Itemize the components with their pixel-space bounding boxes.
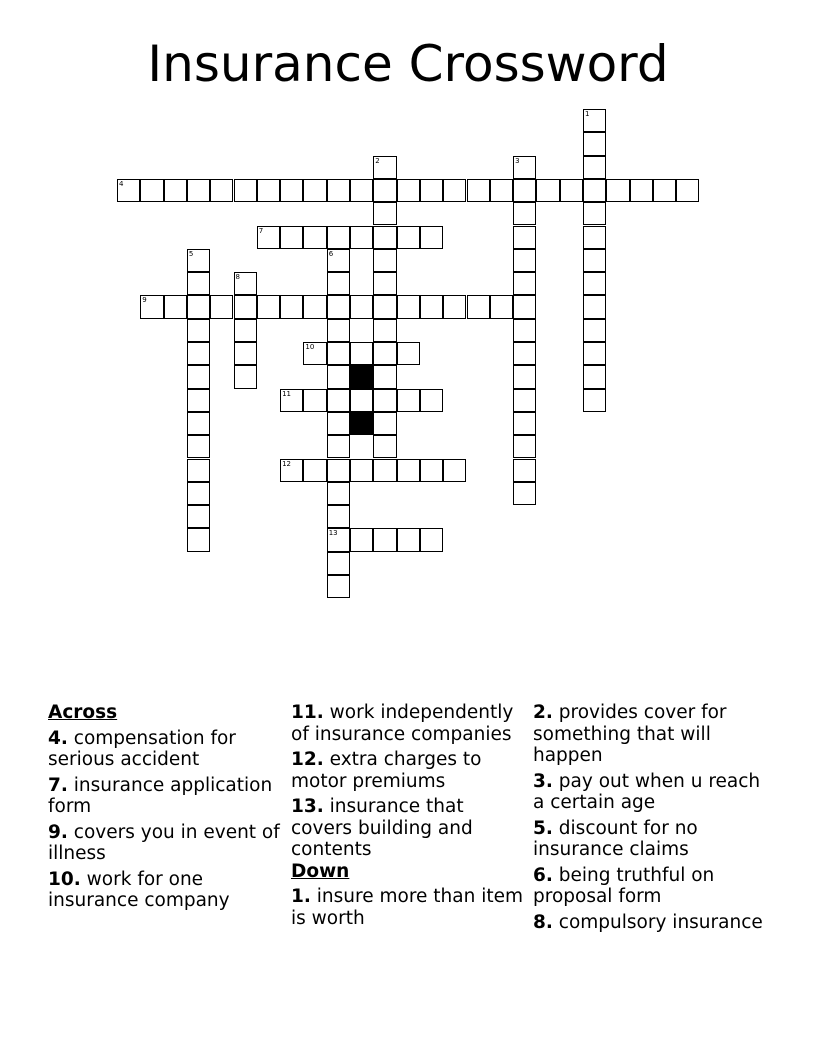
grid-cell[interactable] [443,179,466,202]
grid-cell[interactable] [373,272,396,295]
grid-cell[interactable] [583,319,606,342]
grid-cell[interactable] [630,179,653,202]
grid-cell[interactable] [187,459,210,482]
grid-cell[interactable] [373,249,396,272]
clue-across-7: 7. insurance application form [48,774,273,817]
grid-cell[interactable] [420,295,443,318]
grid-cell[interactable] [653,179,676,202]
grid-cell[interactable] [327,412,350,435]
grid-cell[interactable] [443,459,466,482]
clue-across-10: 10. work for one insurance company [48,868,230,911]
clue-number-10: 10 [305,343,315,351]
grid-cell[interactable] [327,459,350,482]
grid-cell[interactable] [303,179,326,202]
grid-cell[interactable] [373,528,396,551]
clue-column-2 [291,702,523,933]
grid-cell[interactable] [210,295,233,318]
grid-cell[interactable] [234,319,257,342]
grid-cell[interactable] [327,342,350,365]
grid-cell[interactable] [443,295,466,318]
grid-cell[interactable] [164,179,187,202]
grid-cell[interactable] [606,179,629,202]
grid-cell[interactable] [513,459,536,482]
grid-cell[interactable] [373,179,396,202]
grid-cell[interactable] [210,179,233,202]
grid-cell[interactable] [513,435,536,458]
grid-cell[interactable] [350,528,373,551]
grid-cell[interactable] [397,226,420,249]
grid-cell[interactable] [583,132,606,155]
grid-cell[interactable] [583,342,606,365]
grid-cell[interactable] [327,249,350,272]
grid-cell[interactable] [420,226,443,249]
clue-down-6: 6. being truthful on proposal form [533,864,715,907]
grid-cell[interactable] [327,389,350,412]
clue-across-13: 13. insurance that covers building and contents [291,796,473,860]
grid-cell[interactable] [467,295,490,318]
clue-across-9: 9. covers you in event of illness [48,821,280,864]
grid-cell[interactable] [397,389,420,412]
grid-cell[interactable] [513,156,536,179]
grid-cell[interactable] [490,295,513,318]
grid-cell[interactable] [583,272,606,295]
grid-cell[interactable] [117,179,140,202]
grid-cell[interactable] [583,365,606,388]
grid-cell[interactable] [164,295,187,318]
grid-cell[interactable] [350,226,373,249]
grid-cell[interactable] [513,412,536,435]
clue-down-5: 5. discount for no insurance claims [533,817,698,860]
grid-cell[interactable] [187,412,210,435]
clue-column-3 [533,702,765,937]
grid-cell[interactable] [327,365,350,388]
grid-cell[interactable] [350,389,373,412]
clue-number-6: 6 [328,249,334,258]
grid-cell[interactable] [373,202,396,225]
grid-cell[interactable] [187,179,210,202]
grid-cell[interactable] [420,528,443,551]
grid-cell[interactable] [420,389,443,412]
grid-cell[interactable] [327,179,350,202]
grid-cell[interactable] [397,528,420,551]
clue-number-4: 4 [119,179,124,188]
grid-cell[interactable] [280,226,303,249]
clue-number-13: 13 [328,529,338,538]
clue-number-3: 3 [515,156,520,165]
grid-cell[interactable] [303,226,326,249]
grid-cell[interactable] [583,295,606,318]
grid-cell[interactable] [583,226,606,249]
grid-cell[interactable] [327,528,350,551]
grid-cell[interactable] [536,179,559,202]
grid-cell[interactable] [583,179,606,202]
grid-cell[interactable] [234,365,257,388]
grid-cell[interactable] [373,412,396,435]
clue-number-8: 8 [235,273,240,282]
grid-cell[interactable] [234,295,257,318]
grid-cell[interactable] [234,272,257,295]
grid-cell[interactable] [257,179,280,202]
grid-cell[interactable] [140,179,163,202]
grid-cell[interactable] [303,295,326,318]
clue-number-12: 12 [282,459,292,468]
grid-cell[interactable] [187,365,210,388]
grid-cell[interactable] [187,342,210,365]
black-cell [350,412,373,435]
page-title: Insurance Crossword [147,35,669,93]
grid-cell[interactable] [513,249,536,272]
grid-cell[interactable] [280,295,303,318]
grid-cell[interactable] [420,179,443,202]
grid-cell[interactable] [280,179,303,202]
grid-cell[interactable] [420,459,443,482]
grid-cell[interactable] [187,272,210,295]
grid-cell[interactable] [513,342,536,365]
grid-cell[interactable] [327,575,350,598]
grid-cell[interactable] [373,156,396,179]
grid-cell[interactable] [583,389,606,412]
grid-cell[interactable] [583,109,606,132]
clue-number-11: 11 [282,389,292,398]
grid-cell[interactable] [187,295,210,318]
grid-cell[interactable] [583,202,606,225]
grid-cell[interactable] [583,249,606,272]
grid-cell[interactable] [513,482,536,505]
grid-cell[interactable] [187,528,210,551]
grid-cell[interactable] [327,435,350,458]
grid-cell[interactable] [373,435,396,458]
grid-cell[interactable] [513,226,536,249]
clue-column-1 [48,702,280,916]
grid-cell[interactable] [187,319,210,342]
grid-cell[interactable] [397,295,420,318]
clue-number-1: 1 [585,110,590,118]
grid-cell[interactable] [467,179,490,202]
grid-cell[interactable] [350,295,373,318]
grid-cell[interactable] [350,342,373,365]
grid-cell[interactable] [373,226,396,249]
grid-cell[interactable] [350,179,373,202]
grid-cell[interactable] [513,295,536,318]
grid-cell[interactable] [327,552,350,575]
grid-cell[interactable] [490,179,513,202]
grid-cell[interactable] [676,179,699,202]
clue-number-7: 7 [258,226,264,235]
grid-cell[interactable] [140,295,163,318]
grid-cell[interactable] [373,295,396,318]
grid-cell[interactable] [583,156,606,179]
grid-cell[interactable] [187,435,210,458]
grid-cell[interactable] [373,319,396,342]
grid-cell[interactable] [560,179,583,202]
grid-cell[interactable] [303,342,326,365]
grid-cell[interactable] [373,389,396,412]
grid-cell[interactable] [373,342,396,365]
grid-cell[interactable] [187,389,210,412]
grid-cell[interactable] [234,342,257,365]
grid-cell[interactable] [373,459,396,482]
grid-cell[interactable] [234,179,257,202]
grid-cell[interactable] [327,295,350,318]
grid-cell[interactable] [513,365,536,388]
grid-cell[interactable] [280,459,303,482]
clue-down-1: 1. insure more than item is worth [291,886,524,929]
grid-cell[interactable] [303,459,326,482]
grid-cell[interactable] [257,295,280,318]
clue-down-3: 3. pay out when u reach a certain age [533,770,761,813]
grid-cell[interactable] [513,179,536,202]
clue-down-2: 2. provides cover for something that will happen [533,702,727,766]
clue-across-12: 12. extra charges to motor premiums [291,749,482,792]
grid-cell[interactable] [327,505,350,528]
grid-cell[interactable] [513,389,536,412]
grid-cell[interactable] [397,342,420,365]
grid-cell[interactable] [187,505,210,528]
grid-cell[interactable] [513,319,536,342]
grid-cell[interactable] [257,226,280,249]
black-cell [350,365,373,388]
grid-cell[interactable] [327,226,350,249]
grid-cell[interactable] [327,319,350,342]
clue-across-11: 11. work independently of insurance companies [291,702,514,745]
grid-cell[interactable] [397,179,420,202]
clue-number-9: 9 [142,296,147,305]
clue-number-5: 5 [188,249,194,258]
across-heading: Across [48,702,118,723]
clue-across-4: 4. compensation for serious accident [48,727,236,770]
grid-cell[interactable] [280,389,303,412]
grid-cell[interactable] [303,389,326,412]
clue-number-2: 2 [375,156,380,165]
grid-cell[interactable] [327,272,350,295]
clue-down-8: 8. compulsory insurance [533,911,763,933]
grid-cell[interactable] [513,202,536,225]
grid-cell[interactable] [187,482,210,505]
grid-cell[interactable] [350,459,373,482]
grid-cell[interactable] [373,365,396,388]
grid-cell[interactable] [187,249,210,272]
grid-cell[interactable] [397,459,420,482]
grid-cell[interactable] [327,482,350,505]
grid-cell[interactable] [513,272,536,295]
down-heading: Down [291,860,350,882]
